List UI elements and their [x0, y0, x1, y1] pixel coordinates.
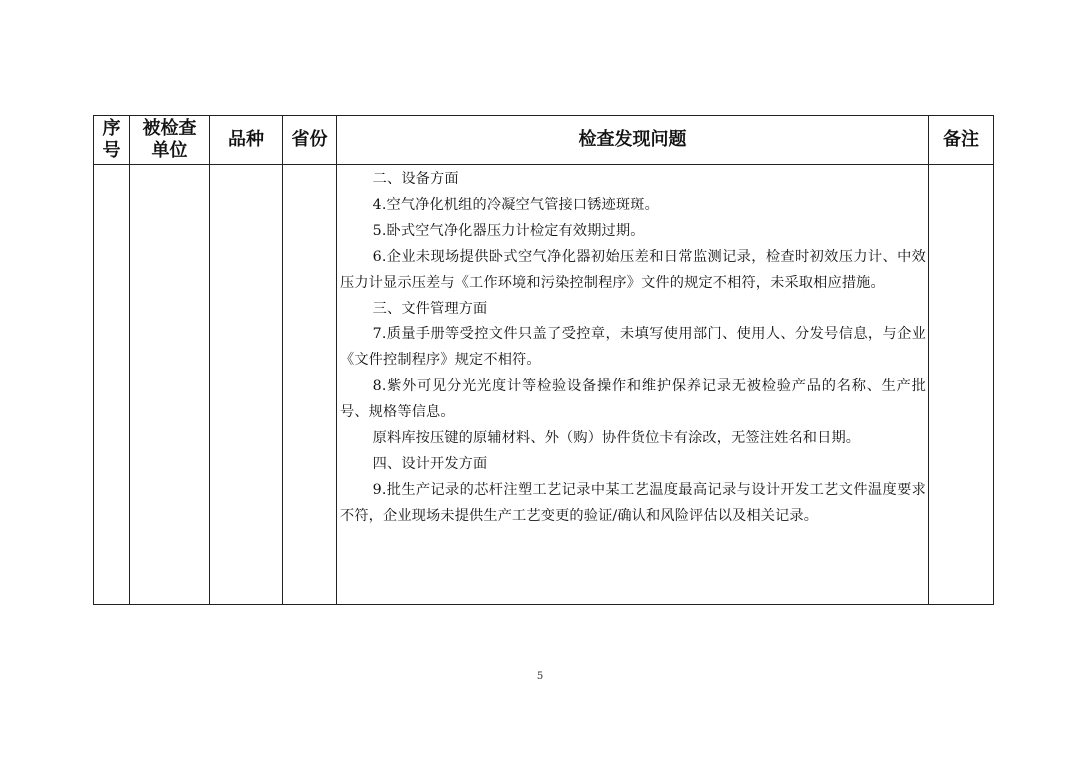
cell-remarks	[929, 165, 994, 605]
cell-province	[283, 165, 337, 605]
issue-paragraph: 原料库按压键的原辅材料、外（购）协件货位卡有涂改，无签注姓名和日期。	[372, 430, 861, 447]
issue-paragraph: 6.企业未现场提供卧式空气净化器初始压差和日常监测记录，检查时初效压力计、中效压力计显示压差与《工作环境和污染控制程序》文件的规定不相符，未采取相应措施。	[340, 248, 926, 291]
header-serial-number-line1: 序	[102, 118, 121, 139]
issue-paragraph: 7.质量手册等受控文件只盖了受控章，未填写使用部门、使用人、分发号信息，与企业《文件控制程序》规定不相符。	[340, 326, 926, 369]
header-inspected-unit	[130, 116, 210, 165]
page-number: 5	[536, 671, 544, 682]
issue-paragraph: 9.批生产记录的芯杆注塑工艺记录中某工艺温度最高记录与设计开发工艺文件温度要求不符，企业现场未提供生产工艺变更的验证/确认和风险评估以及相关记录。	[340, 481, 926, 524]
header-inspected-unit-line1: 被检查	[142, 118, 197, 139]
issues-text-block	[337, 165, 928, 530]
table-row	[94, 165, 994, 605]
cell-issues-found	[337, 165, 929, 605]
cell-product-type	[210, 165, 283, 605]
issue-paragraph: 4.空气净化机组的冷凝空气管接口锈迹斑斑。	[372, 196, 659, 213]
header-serial-number	[94, 116, 130, 165]
header-inspected-unit-line2: 单位	[151, 140, 188, 161]
header-issues-found: 检查发现问题	[337, 116, 929, 165]
issue-paragraph: 5.卧式空气净化器压力计检定有效期过期。	[372, 222, 645, 239]
header-product-type: 品种	[210, 116, 283, 165]
table-header-row	[94, 116, 994, 165]
issue-paragraph: 四、设计开发方面	[372, 455, 488, 472]
header-province: 省份	[283, 116, 337, 165]
issue-paragraph: 8.紫外可见分光光度计等检验设备操作和维护保养记录无被检验产品的名称、生产批号、规格等信息。	[340, 378, 926, 421]
issue-paragraph: 二、设备方面	[372, 171, 459, 187]
cell-inspected-unit	[130, 165, 210, 605]
inspection-table	[93, 115, 994, 605]
issue-paragraph: 三、文件管理方面	[372, 300, 488, 317]
cell-serial-number	[94, 165, 130, 605]
header-serial-number-line2: 号	[102, 140, 121, 161]
header-remarks: 备注	[929, 116, 994, 165]
